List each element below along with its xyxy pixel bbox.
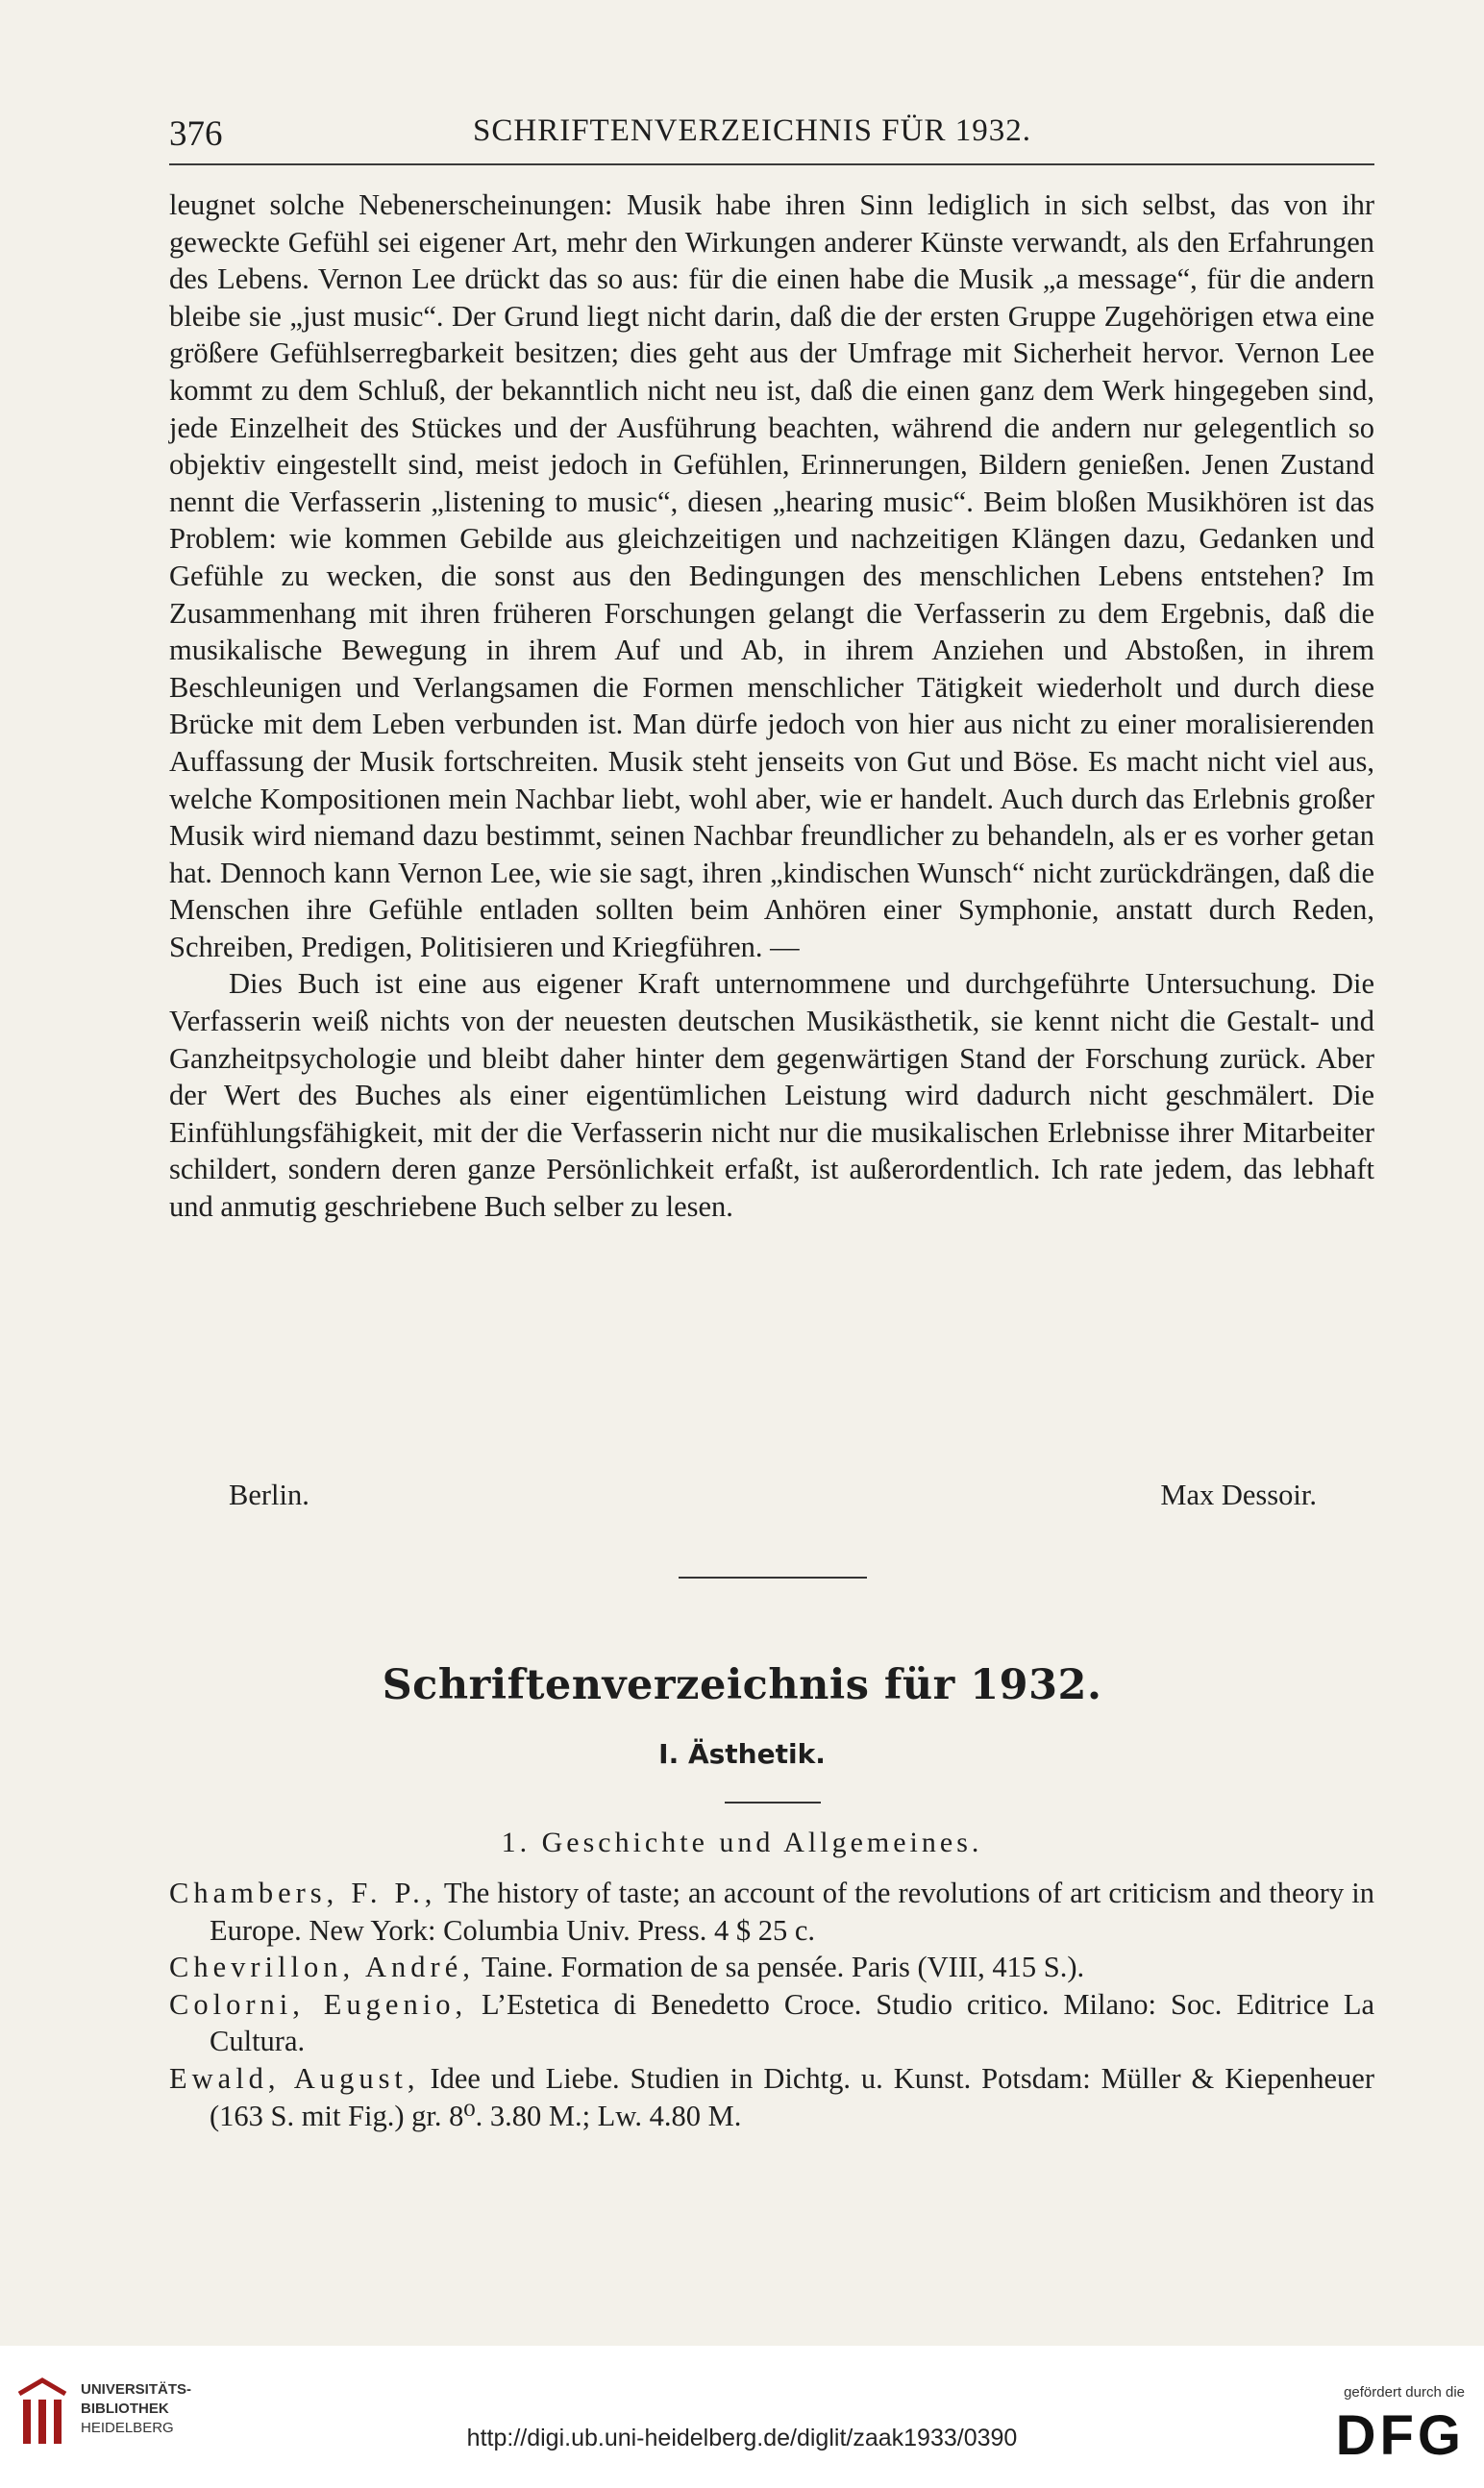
running-title: SCHRIFTENVERZEICHNIS FÜR 1932. — [473, 113, 1031, 148]
subsection-heading: 1. Geschichte und Allgemeines. — [501, 1827, 983, 1858]
library-name-line: BIBLIOTHEK — [81, 2401, 169, 2417]
bibliography-entry — [169, 1986, 1374, 2060]
entry-author: Colorni, Eugenio, — [169, 1987, 468, 2021]
library-name-line: UNIVERSITÄTS- — [81, 2381, 192, 2398]
review-paragraph: leugnet solche Nebenerscheinungen: Musik habe ihren Sinn lediglich in sich selbst, das von ihr geweckte Gefühl sei eigener Art, mehr den Wirkungen anderer Künste verwandt, als den Erfahrungen des Lebens. Vernon Lee drückt das so aus: für die einen habe die Musik „a message“, für die andern bleibe sie „just music“. Der Grund liegt nicht darin, daß die der ersten Gruppe Zugehörigen etwa eine größere Gefühlserregbarkeit besitzen; dies geht aus der Umfrage mit Sicherheit hervor. Vernon Lee kommt zu dem Schluß, der bekanntlich nicht neu ist, daß die einen ganz dem Werk hingegeben sind, jede Einzelheit des Stückes und der Ausführung beachten, während die andern nur gelegentlich so objektiv eingestellt sind, meist jedoch in Gefühlen, Erinnerungen, Bildern genießen. Jenen Zustand nennt die Verfasserin „listening to music“, diesen „hearing music“. Beim bloßen Musikhören ist das Problem: wie kommen Gebilde aus gleichzeitigen und nachzeitigen Klängen dazu, Gedanken und Gefühle zu wecken, die sonst aus den Bedingungen des menschlichen Lebens entstehen? Im Zusammenhang mit ihren früheren Forschungen gelangt die Verfasserin zu dem Ergebnis, daß die musikalische Bewegung in ihrem Auf und Ab, in ihrem Anziehen und Abstoßen, in ihrem Beschleunigen und Verlangsamen die Formen menschlicher Tätigkeit wiederholt und durch diese Brücke mit dem Leben verbunden ist. Man dürfe jedoch von hier aus nicht zu einer moralisierenden Auffassung der Musik fortschreiten. Musik steht jenseits von Gut und Böse. Es macht nicht viel aus, welche Kompositionen mein Nachbar liebt, wohl aber, wie er handelt. Auch durch das Erlebnis großer Musik wird niemand dazu bestimmt, seinen Nachbar freundlicher zu behandeln, als er es vorher getan hat. Dennoch kann Vernon Lee, wie sie sagt, ihren „kindischen Wunsch“ nicht zurückdrängen, daß die Menschen ihre Gefühle entladen sollten beim Anhören einer Symphonie, anstatt durch Reden, Schreiben, Predigen, Politisieren und Kriegführen. — — [169, 188, 1374, 963]
bibliography-entry — [169, 2060, 1374, 2134]
entry-text: Taine. Formation de sa pensée. Paris (VIII, 415 S.). — [474, 1951, 1085, 1984]
footer-bar — [0, 2346, 1484, 2488]
source-url-link[interactable]: http://digi.ub.uni-heidelberg.de/diglit/zaak1933/0390 — [466, 2425, 1018, 2451]
bibliography-entry — [169, 1949, 1374, 1986]
page-number: 376 — [169, 114, 223, 154]
review-place: Berlin. — [229, 1479, 309, 1511]
entry-author: Chambers, F. P., — [169, 1877, 437, 1909]
entry-author: Chevrillon, André, — [169, 1951, 475, 1984]
entry-text: The history of taste; an account of the revolutions of art criticism and theory in Europe. New York: Columbia Univ. Press. 4 $ 25 c. — [210, 1877, 1374, 1947]
entry-text: Idee und Liebe. Studien in Dichtg. u. Kunst. Potsdam: Müller & Kiepenheuer (163 S. mit Fig.) gr. 8⁰. 3.80 M.; Lw. 4.80 M. — [210, 2061, 1375, 2132]
review-author: Max Dessoir. — [1160, 1479, 1317, 1511]
dfg-logo: DFG — [1335, 2404, 1465, 2467]
section-title: Schriftenverzeichnis für 1932. — [382, 1661, 1102, 1709]
funded-by-label: gefördert durch die — [1344, 2384, 1465, 2401]
entry-author: Ewald, August, — [169, 2061, 420, 2095]
review-paragraph: Dies Buch ist eine aus eigener Kraft unternommene und durchgeführte Untersuchung. Die Verfasserin weiß nichts von der neuesten deutschen Musikästhetik, sie kennt nicht die Gestalt- und Ganzheitpsychologie und bleibt daher hinter dem gegenwärtigen Stand der Forschung zurück. Aber der Wert des Buches als einer eigentümlichen Leistung wird dadurch nicht geschmälert. Die Einfühlungsfähigkeit, mit der die Verfasserin nicht nur die musikalischen Erlebnisse ihrer Mitarbeiter schildert, sondern deren ganze Persönlichkeit erfaßt, ist außerordentlich. Ich rate jedem, das lebhaft und anmutig geschriebene Buch selber zu lesen. — [169, 967, 1374, 1224]
running-head — [169, 108, 1374, 165]
review-text — [169, 187, 1374, 1226]
bibliography-list — [169, 1875, 1374, 2134]
library-name-line: HEIDELBERG — [81, 2420, 174, 2436]
subtitle-divider — [725, 1802, 821, 1804]
entry-text: L’Estetica di Benedetto Croce. Studio critico. Milano: Soc. Editrice La Cultura. — [210, 1987, 1374, 2058]
section-subtitle: I. Ästhetik. — [658, 1738, 826, 1770]
bibliography-entry — [169, 1875, 1374, 1949]
section-divider — [679, 1577, 867, 1579]
